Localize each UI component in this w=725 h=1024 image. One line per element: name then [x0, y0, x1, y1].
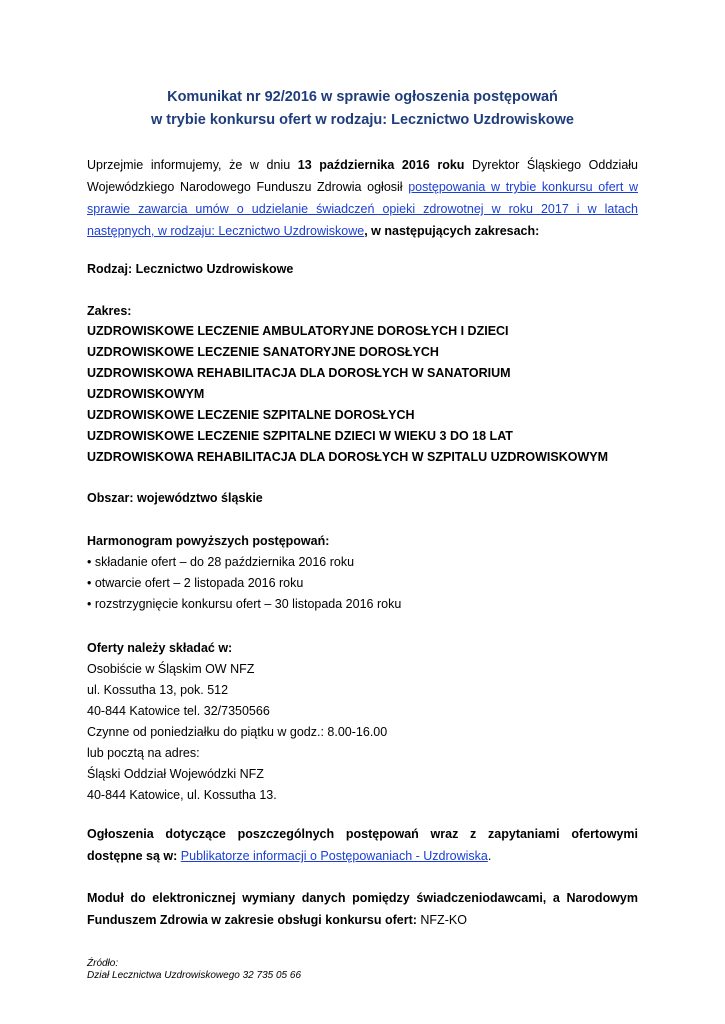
zakres-item: UZDROWISKOWE LECZENIE SANATORYJNE DOROSŁYCH	[87, 345, 439, 359]
harmonogram-item: • rozstrzygnięcie konkursu ofert – 30 listopada 2016 roku	[87, 597, 402, 611]
proceedings-link[interactable]: postępowania w trybie konkursu ofert w sprawie zawarcia umów o udzielanie świadczeń opieki zdrowotnej w roku 2017 i w latach następnych, w rodzaju: Lecznictwo Uzdrowiskowe	[87, 180, 638, 238]
oferty-line: Śląski Oddział Wojewódzki NFZ	[87, 767, 264, 781]
oferty-line: 40-844 Katowice, ul. Kossutha 13.	[87, 788, 277, 802]
zakres-item: UZDROWISKOWE LECZENIE SZPITALNE DZIECI W WIEKU 3 DO 18 LAT	[87, 429, 513, 443]
harmonogram-heading: Harmonogram powyższych postępowań:	[87, 534, 330, 548]
intro-date: 13 października 2016 roku	[297, 158, 465, 172]
zakres-heading: Zakres:	[87, 304, 132, 318]
ogloszenia-text-after: .	[487, 849, 492, 863]
zakres-item: UZDROWISKOWYM	[87, 387, 205, 401]
source-label: Źródło:	[87, 958, 119, 969]
page-title-line2: w trybie konkursu ofert w rodzaju: Lecznictwo Uzdrowiskowe	[151, 112, 574, 128]
page-title-line1: Komunikat nr 92/2016 w sprawie ogłoszenia postępowań	[167, 89, 558, 105]
oferty-line: Czynne od poniedziałku do piątku w godz.: 8.00-16.00	[87, 725, 388, 739]
ogloszenia-text: Ogłoszenia dotyczące poszczególnych postępowań wraz z zapytaniami ofertowymi dostępne są w:	[87, 827, 638, 863]
oferty-line: lub pocztą na adres:	[87, 746, 200, 760]
harmonogram-item: • składanie ofert – do 28 października 2016 roku	[87, 555, 355, 569]
zakres-item: UZDROWISKOWA REHABILITACJA DLA DOROSŁYCH W SZPITALU UZDROWISKOWYM	[87, 450, 609, 464]
obszar-heading: Obszar: województwo śląskie	[87, 491, 263, 505]
modul-text: Moduł do elektronicznej wymiany danych pomiędzy świadczeniodawcami, a Narodowym Funduszem Zdrowia w zakresie obsługi konkursu ofert:	[87, 891, 638, 927]
intro-text-before: Uprzejmie informujemy, że w dniu	[87, 158, 298, 172]
zakres-item: UZDROWISKOWE LECZENIE SZPITALNE DOROSŁYCH	[87, 408, 415, 422]
ogloszenia-paragraph	[87, 823, 638, 867]
modul-paragraph	[87, 887, 638, 931]
intro-text-after: , w następujących zakresach:	[364, 224, 540, 238]
zakres-item: UZDROWISKOWE LECZENIE AMBULATORYJNE DOROSŁYCH I DZIECI	[87, 324, 509, 338]
intro-text-middle: Dyrektor Śląskiego Oddziału Wojewódzkiego Narodowego Funduszu Zdrowia ogłosił	[87, 158, 638, 194]
oferty-line: ul. Kossutha 13, pok. 512	[87, 683, 229, 697]
oferty-line: 40-844 Katowice tel. 32/7350566	[87, 704, 270, 718]
zakres-item: UZDROWISKOWA REHABILITACJA DLA DOROSŁYCH W SANATORIUM	[87, 366, 511, 380]
intro-paragraph	[87, 154, 638, 242]
harmonogram-item: • otwarcie ofert – 2 listopada 2016 roku	[87, 576, 304, 590]
oferty-line: Osobiście w Śląskim OW NFZ	[87, 662, 255, 676]
oferty-heading: Oferty należy składać w:	[87, 641, 233, 655]
modul-value: NFZ-KO	[416, 913, 467, 927]
source-text: Dział Lecznictwa Uzdrowiskowego 32 735 05 66	[87, 970, 302, 981]
rodzaj-heading: Rodzaj: Lecznictwo Uzdrowiskowe	[87, 262, 294, 276]
publikator-link[interactable]: Publikatorze informacji o Postępowaniach - Uzdrowiska	[180, 849, 488, 863]
